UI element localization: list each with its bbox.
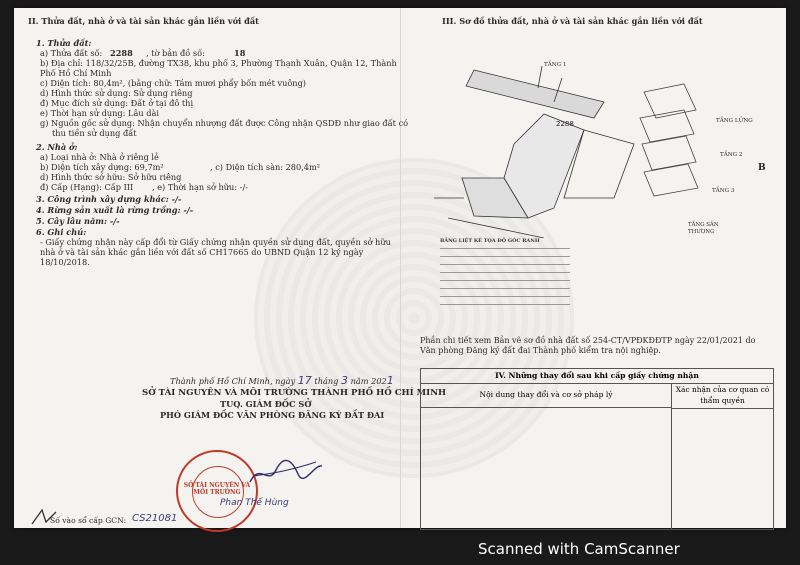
other-construction: 3. Công trình xây dựng khác: -/-	[36, 194, 182, 204]
plot-parcel-label: 2288	[556, 120, 574, 128]
floor-3-label: TẦNG 3	[712, 188, 735, 194]
signature	[246, 452, 326, 492]
grade: đ) Cấp (Hạng): Cấp III	[40, 182, 134, 192]
detail-line2: Văn phòng Đăng ký đất đai Thành phố kiểm tra nội nghiệp.	[420, 346, 661, 355]
parcel-no: 2288	[110, 48, 133, 58]
note-line1: - Giấy chứng nhận này cấp đổi từ Giấy chứng nhận quyền sử dụng đất, quyền sở hữu	[40, 237, 391, 247]
detail-line1: Phần chi tiết xem Bản vẽ sơ đồ nhà đất số 254-CT/VPĐKĐĐTP ngày 22/01/2021 do	[420, 336, 756, 345]
date-line	[170, 376, 394, 386]
coord-row-line	[440, 304, 570, 305]
land-heading: 1. Thửa đất:	[36, 38, 92, 48]
scale-marker: B	[758, 163, 766, 173]
floor-2-label: TẦNG 2	[720, 152, 743, 158]
page-fold	[400, 8, 401, 528]
reg-prefix: Số vào sổ cấp GCN:	[50, 516, 127, 525]
section-2-title: II. Thửa đất, nhà ở và tài sản khác gắn liền với đất	[28, 16, 259, 26]
floor-area: , c) Diện tích sàn: 280,4m²	[210, 162, 321, 172]
floor-1-label: TẦNG 1	[544, 62, 567, 68]
parcel-no-label: a) Thửa đất số:	[40, 48, 103, 58]
coord-row-line	[440, 296, 570, 297]
signer-name: Phan Thế Hùng	[220, 498, 289, 508]
date-day: 17	[297, 374, 312, 387]
date-month: 3	[340, 374, 348, 387]
changes-col-divider	[671, 407, 672, 529]
usage-form: d) Hình thức sử dụng: Sử dụng riêng	[40, 88, 193, 98]
changes-col-content: Nội dung thay đổi và cơ sở pháp lý	[421, 383, 672, 408]
coord-row-line	[440, 256, 570, 257]
authority-dept: SỞ TÀI NGUYÊN VÀ MÔI TRƯỜNG THÀNH PHỐ HỒ CHÍ MINH	[142, 388, 447, 398]
note-line2: nhà ở và tài sản khác gắn liền với đất số CH17665 do UBND Quận 12 ký ngày	[40, 247, 364, 257]
seal-text: SỞ TÀI NGUYÊN VÀ MÔI TRƯỜNG	[183, 482, 251, 496]
date-year-prefix: năm 202	[350, 376, 387, 386]
coordinate-table-title: BẢNG LIỆT KÊ TỌA ĐỘ GÓC RANH	[440, 238, 540, 244]
authority-tuq: TUQ. GIÁM ĐỐC SỞ	[220, 399, 312, 409]
date-year-suffix: 1	[386, 374, 394, 387]
coord-row-line	[440, 272, 570, 273]
floor-mezz-label: TẦNG LỬNG	[716, 118, 753, 124]
house-heading: 2. Nhà ở:	[36, 142, 78, 152]
changes-table	[420, 368, 774, 530]
house-type: a) Loại nhà ở: Nhà ở riêng lẻ	[40, 152, 159, 162]
note-line3: 18/10/2018.	[40, 257, 90, 267]
origin-line1: g) Nguồn gốc sử dụng: Nhận chuyển nhượng đất được Công nhận QSDĐ như giao đất có	[40, 118, 409, 128]
production-forest: 4. Rừng sản xuất là rừng trồng: -/-	[36, 205, 194, 215]
changes-table-title: IV. Những thay đổi sau khi cấp giấy chứng nhận	[421, 369, 773, 384]
land-plot-diagram	[434, 48, 774, 238]
origin-line2: thu tiền sử dụng đất	[52, 128, 137, 138]
address-line2: Phố Hồ Chí Minh	[40, 68, 112, 78]
sheet-no: 18	[234, 48, 246, 58]
perennial-trees: 5. Cây lâu năm: -/-	[36, 216, 120, 226]
changes-col-authority: Xác nhận của cơ quan có thẩm quyền	[672, 383, 773, 409]
build-area: b) Diện tích xây dựng: 69,7m²	[40, 162, 164, 172]
notes-heading: 6. Ghi chú:	[36, 227, 87, 237]
coord-row-line	[440, 248, 570, 249]
ownership: d) Hình thức sở hữu: Sở hữu riêng	[40, 172, 182, 182]
usage-purpose: đ) Mục đích sử dụng: Đất ở tại đô thị	[40, 98, 194, 108]
coord-row-line	[440, 288, 570, 289]
floor-roof-label: TẦNG SÂN THƯỢNG	[688, 222, 719, 235]
date-mid: tháng	[314, 376, 339, 386]
area: c) Diện tích: 80,4m², (bằng chữ: Tám mươi phẩy bốn mét vuông)	[40, 78, 307, 88]
address-line1: b) Địa chỉ: 118/32/25B, đường TX38, khu phố 3, Phường Thạnh Xuân, Quận 12, Thành	[40, 58, 397, 68]
reg-no: CS21081	[132, 513, 178, 524]
date-prefix: Thành phố Hồ Chí Minh, ngày	[170, 376, 296, 386]
camscanner-watermark: Scanned with CamScanner	[478, 540, 680, 558]
coordinate-table	[440, 238, 570, 308]
authority-office: PHÓ GIÁM ĐỐC VĂN PHÒNG ĐĂNG KÝ ĐẤT ĐAI	[160, 410, 385, 420]
coord-row-line	[440, 280, 570, 281]
sheet-label: , tờ bản đồ số:	[146, 48, 205, 58]
usage-term: e) Thời hạn sử dụng: Lâu dài	[40, 108, 159, 118]
section-3-title: III. Sơ đồ thửa đất, nhà ở và tài sản khác gắn liền với đất	[442, 16, 703, 26]
own-term: , e) Thời hạn sở hữu: -/-	[152, 182, 248, 192]
coord-row-line	[440, 264, 570, 265]
